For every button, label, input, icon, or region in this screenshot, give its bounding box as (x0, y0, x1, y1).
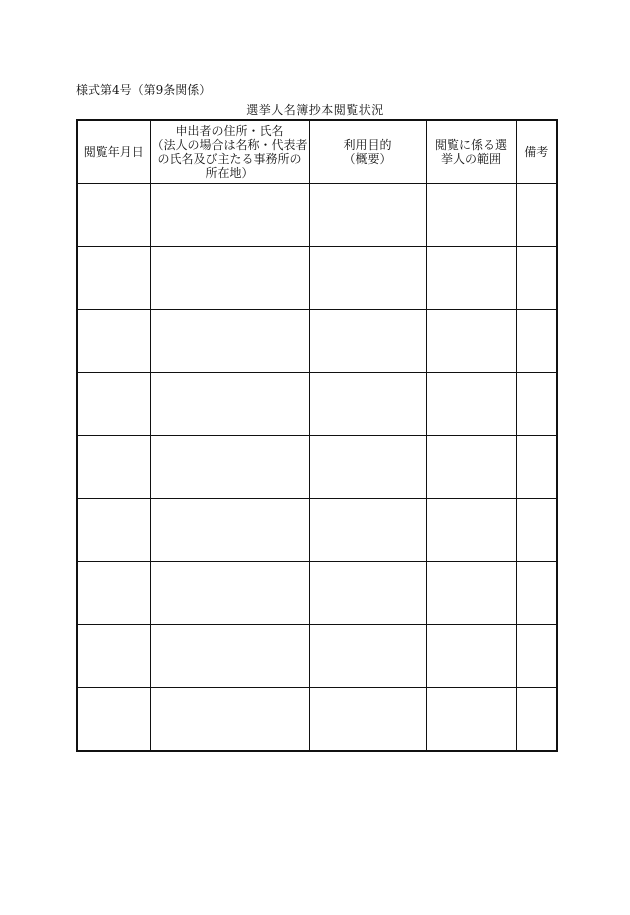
cell-applicant (150, 310, 309, 373)
cell-purpose (309, 625, 426, 688)
cell-scope (426, 436, 516, 499)
cell-remarks (516, 247, 557, 310)
header-applicant-line: （法人の場合は名称・代表者 (151, 138, 308, 152)
cell-purpose (309, 247, 426, 310)
cell-inspection-date (77, 688, 150, 752)
table-row (77, 310, 557, 373)
cell-applicant (150, 562, 309, 625)
table-row (77, 184, 557, 247)
cell-inspection-date (77, 247, 150, 310)
table-body (77, 184, 557, 752)
cell-scope (426, 247, 516, 310)
cell-inspection-date (77, 562, 150, 625)
cell-remarks (516, 499, 557, 562)
cell-inspection-date (77, 436, 150, 499)
cell-scope (426, 499, 516, 562)
cell-inspection-date (77, 310, 150, 373)
header-applicant (150, 120, 309, 184)
header-scope-line: 挙人の範囲 (440, 152, 501, 166)
cell-purpose (309, 688, 426, 752)
table-row (77, 562, 557, 625)
cell-applicant (150, 184, 309, 247)
header-purpose (309, 120, 426, 184)
header-remarks-line: 備考 (524, 145, 549, 159)
cell-scope (426, 373, 516, 436)
cell-remarks (516, 373, 557, 436)
cell-remarks (516, 436, 557, 499)
cell-purpose (309, 184, 426, 247)
header-applicant-line: 所在地） (205, 166, 254, 180)
table-row (77, 373, 557, 436)
table-row (77, 247, 557, 310)
cell-applicant (150, 625, 309, 688)
cell-scope (426, 562, 516, 625)
cell-inspection-date (77, 499, 150, 562)
form-number: 様式第4号（第9条関係） (76, 83, 212, 97)
cell-remarks (516, 562, 557, 625)
table-row (77, 436, 557, 499)
cell-remarks (516, 625, 557, 688)
cell-applicant (150, 499, 309, 562)
cell-purpose (309, 373, 426, 436)
header-scope (426, 120, 516, 184)
table-row (77, 688, 557, 752)
table-row (77, 625, 557, 688)
cell-scope (426, 688, 516, 752)
cell-applicant (150, 373, 309, 436)
inspection-record-table (76, 119, 558, 752)
header-purpose-line: 利用目的 (343, 138, 392, 152)
header-row (77, 120, 557, 184)
header-remarks (516, 120, 557, 184)
cell-purpose (309, 499, 426, 562)
cell-inspection-date (77, 373, 150, 436)
cell-purpose (309, 562, 426, 625)
header-purpose-line: （概要） (343, 152, 392, 166)
cell-applicant (150, 247, 309, 310)
header-applicant-line: 申出者の住所・氏名 (175, 124, 284, 138)
cell-applicant (150, 436, 309, 499)
header-inspection-date-line: 閲覧年月日 (83, 145, 144, 159)
cell-purpose (309, 310, 426, 373)
table-row (77, 499, 557, 562)
cell-scope (426, 310, 516, 373)
cell-inspection-date (77, 625, 150, 688)
table-header (77, 120, 557, 184)
cell-purpose (309, 436, 426, 499)
header-inspection-date (77, 120, 150, 184)
cell-remarks (516, 310, 557, 373)
cell-scope (426, 625, 516, 688)
cell-remarks (516, 688, 557, 752)
cell-applicant (150, 688, 309, 752)
header-scope-line: 閲覧に係る選 (434, 138, 507, 152)
header-applicant-line: の氏名及び主たる事務所の (157, 152, 302, 166)
cell-inspection-date (77, 184, 150, 247)
cell-remarks (516, 184, 557, 247)
cell-scope (426, 184, 516, 247)
form-title: 選挙人名簿抄本閲覧状況 (246, 103, 384, 117)
